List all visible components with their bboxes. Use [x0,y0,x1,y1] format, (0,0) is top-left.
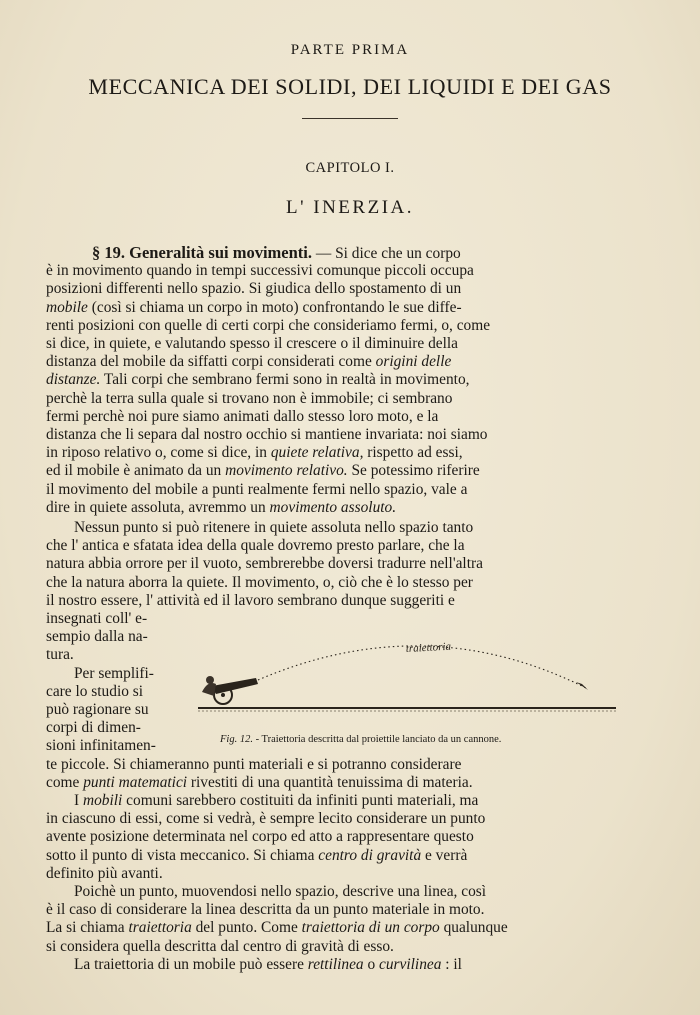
text-run: ed il mobile è animato da un [46,462,226,480]
chapter-title: L' INERZIA. [285,197,414,218]
italic-term: curvilinea [379,955,442,973]
text-run: distanza che li separa dal nostro occhio si mantiene invariata: noi siamo [46,426,488,443]
italic-term: quiete relativa, [270,444,364,462]
text-run: rivestiti di una quantità tenuissima di materia. [187,773,473,791]
text-line [46,756,607,774]
text-line [46,919,607,937]
text-line [46,371,607,389]
text-line [46,280,607,298]
text-run: o [363,955,380,973]
text-line [46,628,186,646]
text-line [46,462,607,480]
text-run: Nessun punto si può ritenere in quiete assoluta nello spazio tanto [74,519,474,536]
text-line [46,481,607,499]
text-run: posizioni differenti nello spazio. Si giudica dello spostamento di un [46,280,462,298]
italic-term: punti matematici [83,773,188,791]
text-run: si dice, in quiete, e valutando spesso il crescere o il diminuire della [46,335,459,352]
text-run: definito più avanti. [46,864,163,882]
text-run: Se potessimo riferire [347,462,480,480]
chapter-number: CAPITOLO I. [305,160,395,176]
text-run: può ragionare su [46,701,149,718]
figure-caption [220,734,501,745]
text-run: La traiettoria di un mobile può essere [74,955,308,973]
text-line [46,865,607,883]
text-run: il nostro essere, l' attività ed il lavoro sembrano dunque suggeriti e [46,591,455,609]
text-run: come [46,773,84,791]
text-run: care lo studio si [46,682,144,700]
text-run: qualunque [439,919,508,937]
italic-term: distanze. [46,371,101,389]
text-run: distanza del mobile da siffatti corpi considerati come [46,353,376,371]
text-line [74,792,607,810]
text-run: tura. [46,646,74,664]
text-line [46,499,607,517]
text-run: dire in quiete assoluta, avremmo un [46,498,270,516]
text-run: il movimento del mobile a punti realmente fermi nello spazio, vale a [46,480,468,498]
main-title: MECCANICA DEI SOLIDI, DEI LIQUIDI E DEI GAS [88,74,612,99]
text-line [74,519,607,537]
italic-term: mobili [82,792,123,809]
italic-term: origini delle [375,353,452,371]
figure-caption-text: - Traiettoria descritta dal proiettile lanciato da un cannone. [252,734,502,745]
text-run: I [74,792,83,809]
text-line [46,683,186,701]
italic-term: rettilinea [307,955,364,973]
text-run: insegnati coll' e- [46,610,148,627]
text-line [46,537,607,555]
text-run: del punto. Come [191,919,302,937]
text-run: che la natura aborra la quiete. Il movimento, o, ciò che è lo stesso per [46,573,473,591]
text-run: che l' antica e sfatata idea della quale dovremo presto parlare, che la [46,537,465,555]
text-run: fermi perchè noi pure siamo animati dallo stesso loro moto, e la [46,407,439,425]
text-line [46,646,186,664]
text-run: Per semplifi- [74,664,154,682]
text-line [46,737,186,755]
part-title: PARTE PRIMA [290,42,410,58]
text-run: è il caso di considerare la linea descritta da un punto materiale in moto. [46,901,485,919]
text-run: natura abbia orrore per il vuoto, sembrerebbe doversi tradurre nell'altra [46,555,483,573]
text-line [46,262,607,280]
text-line [46,719,186,737]
text-line [46,828,607,846]
text-run: : il [441,955,462,973]
cannon-icon [202,676,258,704]
figure-number: Fig. 12. [220,734,253,745]
italic-term: mobile [46,298,88,316]
text-line [46,353,607,371]
text-line [46,444,607,462]
text-line [46,574,607,592]
text-run: (così si chiama un corpo in moto) confrontando le sue diffe- [87,298,462,316]
text-run: e verrà [421,846,468,864]
text-line [46,408,607,426]
text-line [46,335,607,353]
italic-term: traiettoria [128,919,192,937]
section-heading: § 19. [92,243,130,262]
text-line [46,901,607,919]
text-run: è in movimento quando in tempi successivi comunque piccoli occupa [46,262,474,280]
text-run: perchè la terra sulla quale si trovano non è immobile; ci sembrano [46,389,453,407]
italic-term: centro di gravità [318,846,422,864]
text-line [74,956,607,974]
text-run: in ciascuno di essi, come si vedrà, è sempre lecito considerare un punto [46,810,486,828]
text-line [74,665,184,683]
text-run: renti posizioni con quelle di certi corpi che consideriamo fermi, o, come [46,316,491,334]
text-run: si considera quella descritta dal centro di gravità di esso. [46,937,394,955]
text-run: sotto il punto di vista meccanico. Si chiama [46,846,319,864]
text-run: La si chiama [46,919,129,937]
text-run: avente posizione determinata nel corpo ed atto a rappresentare questo [46,828,474,846]
trajectory-label: traiettoria [405,640,452,655]
section-heading: Generalità sui movimenti. [129,243,312,262]
italic-term: movimento assoluto. [269,498,397,516]
text-line [46,592,607,610]
text-line [46,810,607,828]
text-line [46,610,186,628]
text-line [46,701,186,719]
text-line [74,883,607,901]
text-line [46,317,607,335]
text-run: sempio dalla na- [46,628,148,646]
text-run: comuni sarebbero costituiti da infiniti punti materiali, ma [122,792,479,809]
text-line [46,426,607,444]
text-line [46,774,607,792]
text-run: corpi di dimen- [46,719,141,737]
text-line [46,555,607,573]
text-line [46,390,607,408]
text-line [46,299,607,317]
italic-term: movimento relativo. [225,462,348,480]
text-run: rispetto ad essi, [363,444,463,462]
text-run: — Si dice che un corpo [311,245,461,262]
text-run: in riposo relativo o, come si dice, in [46,444,271,462]
text-run: Tali corpi che sembrano fermi sono in realtà in movimento, [100,371,470,389]
text-run: te piccole. Si chiameranno punti materiali e si potranno considerare [46,755,462,773]
text-run: sioni infinitamen- [46,737,156,755]
text-line [46,938,607,956]
title-divider [302,118,398,119]
text-line [46,847,607,865]
text-run: Poichè un punto, muovendosi nello spazio, descrive una linea, così [74,883,487,900]
text-line [92,244,607,263]
italic-term: traiettoria di un corpo [301,919,440,937]
